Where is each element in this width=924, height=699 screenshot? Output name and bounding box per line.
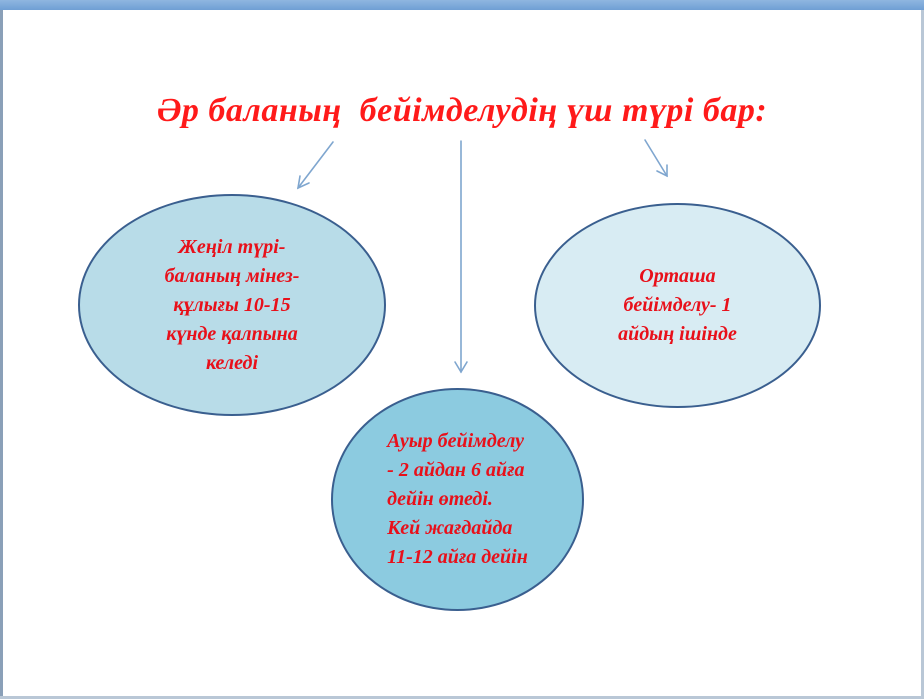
arrow-left: [298, 142, 333, 188]
ellipse-medium-adaptation-text: Орташа бейімделу- 1 айдың ішінде: [618, 265, 737, 345]
ellipse-light-adaptation: [78, 194, 386, 416]
arrow-right: [645, 140, 667, 176]
ellipse-hard-adaptation-text: Ауыр бейімделу - 2 айдан 6 айға дейін өтеді. Кей жағдайда 11-12 айға дейін: [387, 430, 528, 568]
ellipse-light-adaptation-text: Жеңіл түрі- баланың мінез- құлығы 10-15 күнде қалпына келеді: [164, 235, 300, 374]
slide-title: Әр баланың бейімделудің үш түрі бар:: [156, 92, 768, 129]
ellipse-hard-adaptation: [331, 388, 584, 611]
ellipse-medium-adaptation: [534, 203, 821, 408]
